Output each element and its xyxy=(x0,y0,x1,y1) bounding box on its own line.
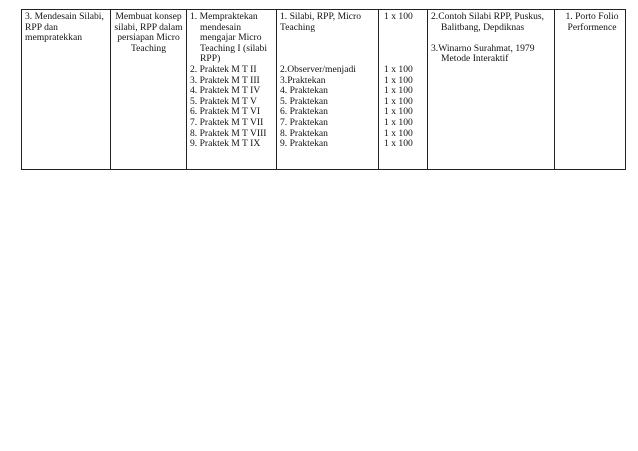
activity-line: 2. Praktek M T II xyxy=(190,63,257,75)
spacer xyxy=(280,44,375,55)
reference-cell xyxy=(428,10,555,170)
method-line: 2.Observer/menjadi xyxy=(280,63,356,75)
material-cell xyxy=(111,10,187,170)
method-line: Teaching xyxy=(280,21,316,33)
assessment-line: Performence xyxy=(567,21,617,33)
material-line: silabi, RPP dalam xyxy=(114,21,183,33)
time-line: 1 x 100 xyxy=(384,85,413,97)
method-line: 6. Praktekan xyxy=(280,106,328,118)
method-cell xyxy=(277,10,379,170)
method-line: 4. Praktekan xyxy=(280,85,328,97)
method-line: 1. Silabi, RPP, Micro xyxy=(280,11,362,22)
method-line: 5. Praktekan xyxy=(280,95,328,107)
table-row xyxy=(22,10,626,170)
assessment-cell xyxy=(555,10,626,170)
spacer xyxy=(382,33,424,44)
spacer xyxy=(382,23,424,34)
spacer xyxy=(280,33,375,44)
activity-line: 1. Mempraktekan xyxy=(190,11,258,22)
activity-line: 8. Praktek M T VIII xyxy=(190,127,267,139)
time-line: 1 x 100 xyxy=(384,116,413,128)
method-line: 3.Praktekan xyxy=(280,74,326,86)
activity-line: 7. Praktek M T VII xyxy=(190,116,264,128)
method-line: 7. Praktekan xyxy=(280,116,328,128)
method-line: 8. Praktekan xyxy=(280,127,328,139)
material-line: Teaching xyxy=(130,42,167,54)
objective-line: 3. Mendesain Silabi, xyxy=(25,11,104,22)
objective-line: mempratekkan xyxy=(25,32,83,44)
activity-line: 3. Praktek M T III xyxy=(190,74,260,86)
time-line: 1 x 100 xyxy=(384,11,413,22)
activity-line: mengajar Micro xyxy=(200,32,262,44)
objective-cell xyxy=(22,10,111,170)
time-line: 1 x 100 xyxy=(384,74,413,86)
reference-line: 2.Contoh Silabi RPP, Puskus, xyxy=(431,11,545,22)
time-line: 1 x 100 xyxy=(384,106,413,118)
activity-line: 5. Praktek M T V xyxy=(190,95,257,107)
activity-line: Teaching I (silabi xyxy=(200,42,267,54)
activity-line: 6. Praktek M T VI xyxy=(190,106,261,118)
material-line: persiapan Micro xyxy=(117,32,180,44)
time-line: 1 x 100 xyxy=(384,95,413,107)
spacer xyxy=(382,44,424,55)
activity-line: 4. Praktek M T IV xyxy=(190,85,261,97)
activity-line: mendesain xyxy=(200,21,242,33)
assessment-line: 1. Porto Folio xyxy=(565,11,619,22)
method-line: 9. Praktekan xyxy=(280,138,328,150)
activity-line: RPP) xyxy=(200,53,221,65)
reference-line: 3.Winarno Surahmat, 1979 xyxy=(431,42,535,54)
activity-cell xyxy=(187,10,277,170)
reference-line: Metode Interaktif xyxy=(441,53,509,65)
time-line: 1 x 100 xyxy=(384,127,413,139)
objective-line: RPP dan xyxy=(25,21,58,33)
material-line: Membuat konsep xyxy=(115,11,182,22)
time-line: 1 x 100 xyxy=(384,138,413,150)
activity-line: 9. Praktek M T IX xyxy=(190,138,261,150)
time-cell xyxy=(379,10,428,170)
time-line: 1 x 100 xyxy=(384,63,413,75)
reference-line: Balitbang, Depdiknas xyxy=(441,21,525,33)
activity-table xyxy=(21,9,626,170)
